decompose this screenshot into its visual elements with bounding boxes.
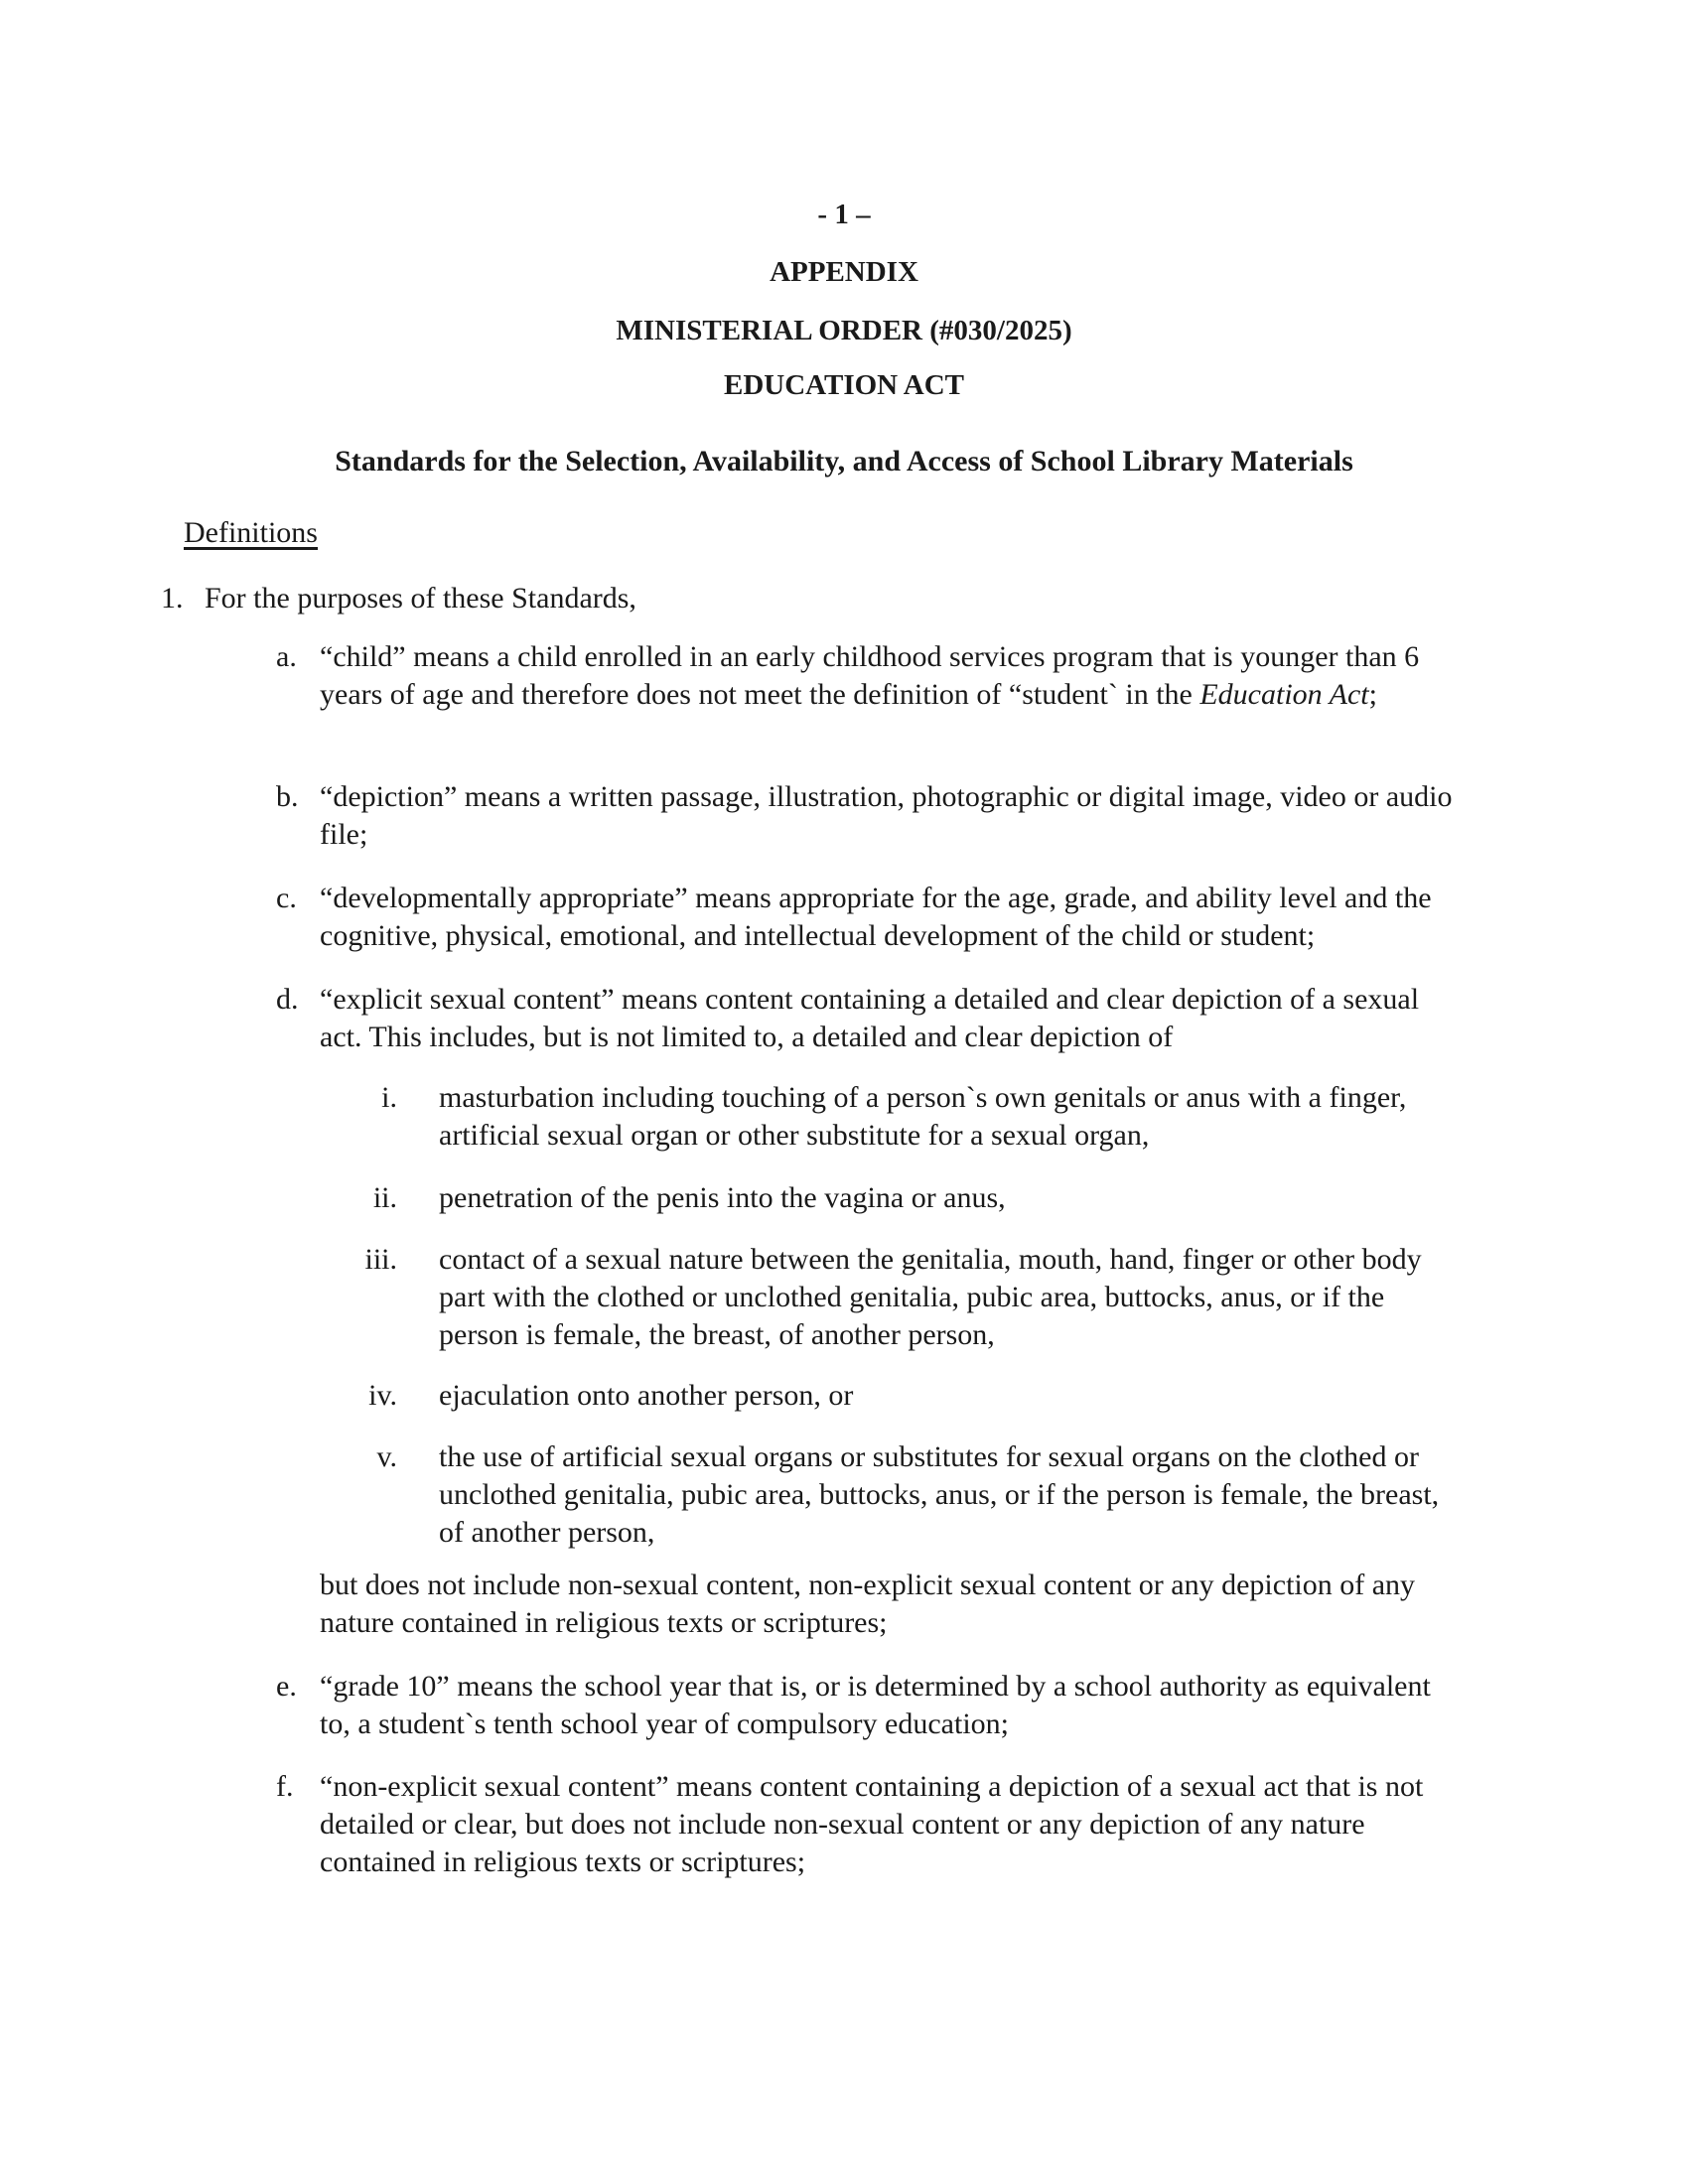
definition-grade-10: “grade 10” means the school year that is, or is determined by a school authority as equivalent to, a student`s tenth school year of compulsory education; [320,1670,1431,1740]
subitem-text-i: masturbation including touching of a person`s own genitals or anus with a finger, artificial sexual organ or other substitute for a sexual organ, [439,1081,1407,1152]
definition-child-text: “child” means a child enrolled in an early childhood services program that is younger than 6 years of age and therefore does not meet the definition of “student` in the [320,640,1420,711]
subitem-label-iv: iv. [368,1379,397,1412]
education-act-reference: Education Act [1199,678,1369,711]
subitem-text-ii: penetration of the penis into the vagina or anus, [439,1181,1006,1214]
definition-non-explicit-sexual-content: “non-explicit sexual content” means content containing a depiction of a sexual act that is not detailed or clear, but does not include non-sexual content or any depiction of any nature contained in religious texts or scriptures; [320,1770,1424,1878]
definition-depiction: “depiction” means a written passage, illustration, photographic or digital image, video or audio file; [320,780,1453,851]
definition-child-end: ; [1368,678,1377,711]
definition-label-d: d. [276,983,299,1016]
definition-explicit-sexual-content: “explicit sexual content” means content containing a detailed and clear depiction of a sexual act. This includes, but is not limited to, a detailed and clear depiction of [320,983,1420,1053]
subitem-text-iv: ejaculation onto another person, or [439,1379,854,1412]
definition-label-c: c. [276,882,297,914]
subitem-text-v: the use of artificial sexual organs or substitutes for sexual organs on the clothed or unclothed genitalia, pubic area, buttocks, anus, or if the person is female, the breast, of another person, [439,1440,1440,1549]
act-heading: EDUCATION ACT [724,369,964,401]
definition-developmentally-appropriate: “developmentally appropriate” means appropriate for the age, grade, and ability level and the cognitive, physical, emotional, and intellectual development of the child or student; [320,882,1432,952]
subitem-label-v: v. [376,1440,397,1473]
definition-label-a: a. [276,640,297,673]
appendix-heading: APPENDIX [770,256,918,288]
document-title: Standards for the Selection, Availability, and Access of School Library Materials [335,445,1353,478]
order-heading: MINISTERIAL ORDER (#030/2025) [616,315,1072,346]
item-number: 1. [161,582,184,614]
definition-label-f: f. [276,1770,294,1803]
definition-child [320,638,1462,714]
item-intro: For the purposes of these Standards, [205,582,636,614]
page-number: - 1 – [817,199,871,230]
subitem-label-ii: ii. [372,1181,397,1214]
section-heading: Definitions [184,516,318,549]
subitem-label-i: i. [381,1081,397,1114]
definition-label-e: e. [276,1670,297,1703]
definition-explicit-closing: but does not include non-sexual content, non-explicit sexual content or any depiction of any nature contained in religious texts or scriptures; [320,1569,1416,1639]
definition-label-b: b. [276,780,299,813]
subitem-text-iii: contact of a sexual nature between the genitalia, mouth, hand, finger or other body part with the clothed or unclothed genitalia, pubic area, buttocks, anus, or if the person is female, the breast, of another person, [439,1243,1422,1351]
subitem-label-iii: iii. [364,1243,397,1276]
